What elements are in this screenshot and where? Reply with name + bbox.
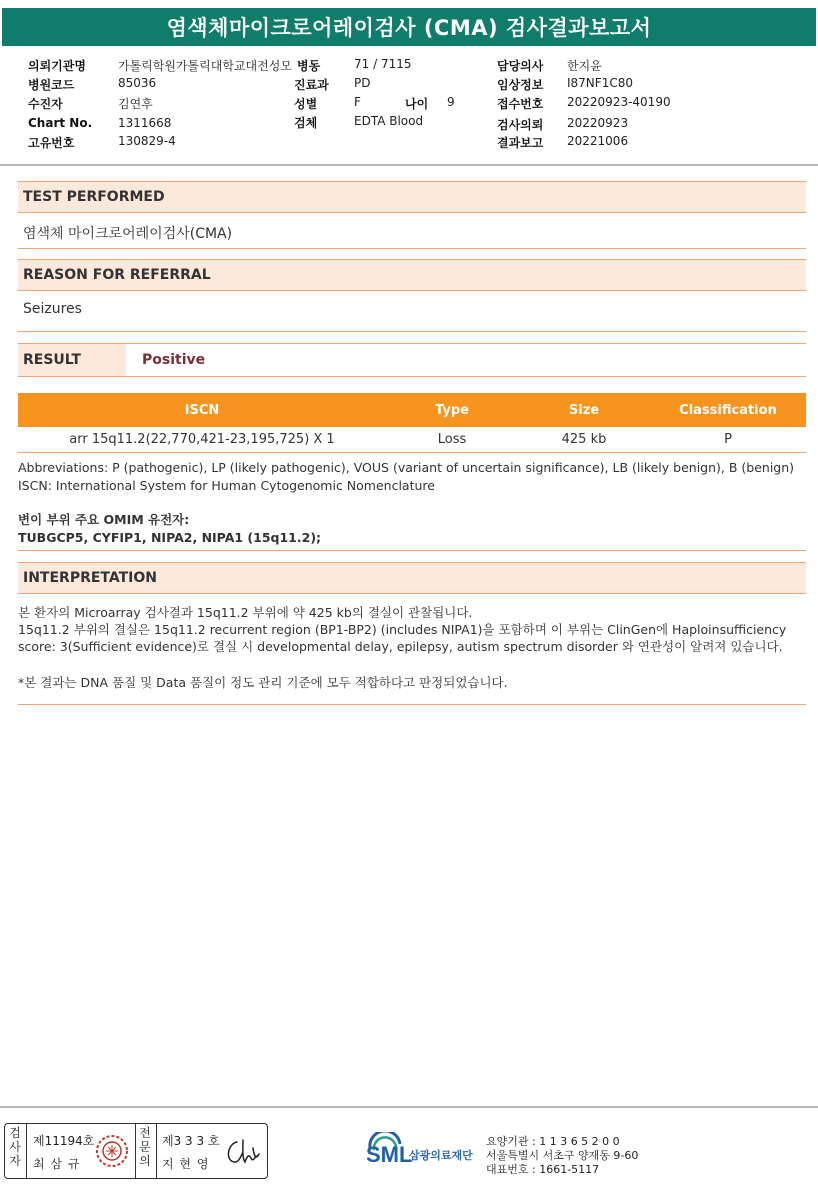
dept-label: 진료과 — [294, 78, 329, 92]
result-table-header — [18, 393, 806, 427]
iscn-definition: ISCN: International System for Human Cytogenomic Nomenclature — [18, 478, 435, 493]
col-classification: Classification — [679, 402, 777, 418]
report-date-label: 결과보고 — [497, 136, 544, 150]
divider — [18, 248, 806, 249]
request-label: 검사의뢰 — [497, 118, 544, 132]
sml-logo-text: SML — [366, 1142, 413, 1167]
report-date-value: 20221006 — [567, 134, 629, 148]
report-title: 염색체마이크로어레이검사 (CMA) 검사결과보고서 — [2, 8, 816, 46]
institution-label: 의뢰기관명 — [28, 59, 86, 73]
unique-no-value: 130829-4 — [118, 134, 176, 148]
divider — [18, 331, 806, 332]
address: 서울특별시 서초구 양재동 9-60 — [486, 1149, 639, 1162]
phone-number: 대표번호 : 1661-5117 — [486, 1163, 600, 1176]
test-performed-heading: TEST PERFORMED — [18, 181, 806, 213]
reason-heading: REASON FOR REFERRAL — [18, 259, 806, 291]
result-label: RESULT — [18, 344, 126, 376]
hospital-code-value: 85036 — [118, 76, 157, 90]
clinical-value: I87NF1C80 — [567, 76, 633, 90]
sex-label: 성별 — [294, 97, 318, 111]
doctor-value: 한지윤 — [567, 59, 602, 73]
age-label: 나이 — [405, 97, 429, 111]
request-value: 20220923 — [567, 116, 629, 130]
chart-no-value: 1311668 — [118, 116, 172, 130]
interpretation-heading: INTERPRETATION — [18, 562, 806, 594]
footer-divider — [0, 1106, 818, 1108]
hospital-code-label: 병원코드 — [28, 78, 75, 92]
divider — [18, 704, 806, 705]
result-value: Positive — [142, 352, 206, 368]
col-iscn: ISCN — [184, 402, 220, 418]
interpretation-line-3: score: 3(Sufficient evidence)로 결실 시 developmental delay, epilepsy, autism spectrum disorder 와 연관성이 알려져 있습니다. — [18, 639, 783, 654]
reviewer-vertical-label: 전 문 의 — [139, 1126, 151, 1168]
cell-iscn: arr 15q11.2(22,770,421-23,195,725) X 1 — [69, 432, 335, 447]
cell-classification: P — [724, 432, 732, 447]
quality-note: *본 결과는 DNA 품질 및 Data 품질이 정도 관리 기준에 모두 적합하다고 판정되었습니다. — [18, 675, 508, 690]
col-size: Size — [568, 402, 600, 418]
reception-label: 접수번호 — [497, 97, 544, 111]
abbreviations-line: Abbreviations: P (pathogenic), LP (likely pathogenic), VOUS (variant of uncertain significance), LB (likely benign), B (benign) — [18, 460, 795, 475]
inspector-name: 최 삼 규 — [33, 1157, 81, 1171]
cell-type: Loss — [437, 432, 467, 447]
reviewer-license: 제3 3 3 호 — [162, 1134, 220, 1148]
col-type: Type — [435, 402, 469, 418]
chart-no-label: Chart No. — [28, 116, 93, 130]
cell-size: 425 kb — [561, 432, 607, 447]
age-value: 9 — [447, 95, 455, 109]
sml-logo — [364, 1130, 484, 1174]
reception-value: 20220923-40190 — [567, 95, 671, 109]
sml-org-name: 삼광의료재단 — [409, 1149, 473, 1162]
inspector-license: 제11194호 — [33, 1134, 95, 1148]
ward-value: 71 / 7115 — [354, 57, 412, 71]
institution-value: 가톨릭학원가톨릭대학교대전성모 — [118, 59, 292, 73]
institution-code: 요양기관 : 1 1 3 6 5 2 0 0 — [486, 1135, 620, 1148]
signature-box — [4, 1123, 268, 1179]
sex-value: F — [354, 95, 361, 109]
inspector-vertical-label: 검 사 자 — [9, 1126, 21, 1168]
specimen-value: EDTA Blood — [354, 114, 424, 128]
divider — [18, 550, 806, 551]
interpretation-line-2: 15q11.2 부위의 결실은 15q11.2 recurrent region (BP1-BP2) (includes NIPA1)을 포함하며 이 부위는 ClinGen에 Haploinsufficiency — [18, 622, 787, 637]
clinical-label: 임상정보 — [497, 78, 544, 92]
signature-icon — [223, 1134, 263, 1170]
dept-value: PD — [354, 76, 371, 90]
interpretation-line-1: 본 환자의 Microarray 검사결과 15q11.2 부위에 약 425 kb의 결실이 관찰됩니다. — [18, 605, 473, 620]
patient-value: 김연후 — [118, 97, 153, 111]
reason-value: Seizures — [23, 301, 82, 317]
patient-label: 수진자 — [28, 97, 63, 111]
doctor-label: 담당의사 — [497, 59, 544, 73]
omim-heading: 변이 부위 주요 OMIM 유전자: — [18, 512, 190, 527]
test-performed-value: 염색체 마이크로어레이검사(CMA) — [23, 226, 233, 242]
reviewer-name: 지 현 영 — [162, 1157, 210, 1171]
omim-genes: TUBGCP5, CYFIP1, NIPA2, NIPA1 (15q11.2); — [18, 530, 322, 545]
specimen-label: 검체 — [294, 116, 318, 130]
patient-info-block — [0, 55, 818, 160]
info-divider — [0, 164, 818, 166]
result-row — [18, 343, 806, 377]
table-row — [18, 427, 806, 453]
seal-stamp-icon — [95, 1134, 129, 1168]
ward-label: 병동 — [297, 59, 321, 73]
unique-no-label: 고유번호 — [28, 136, 75, 150]
